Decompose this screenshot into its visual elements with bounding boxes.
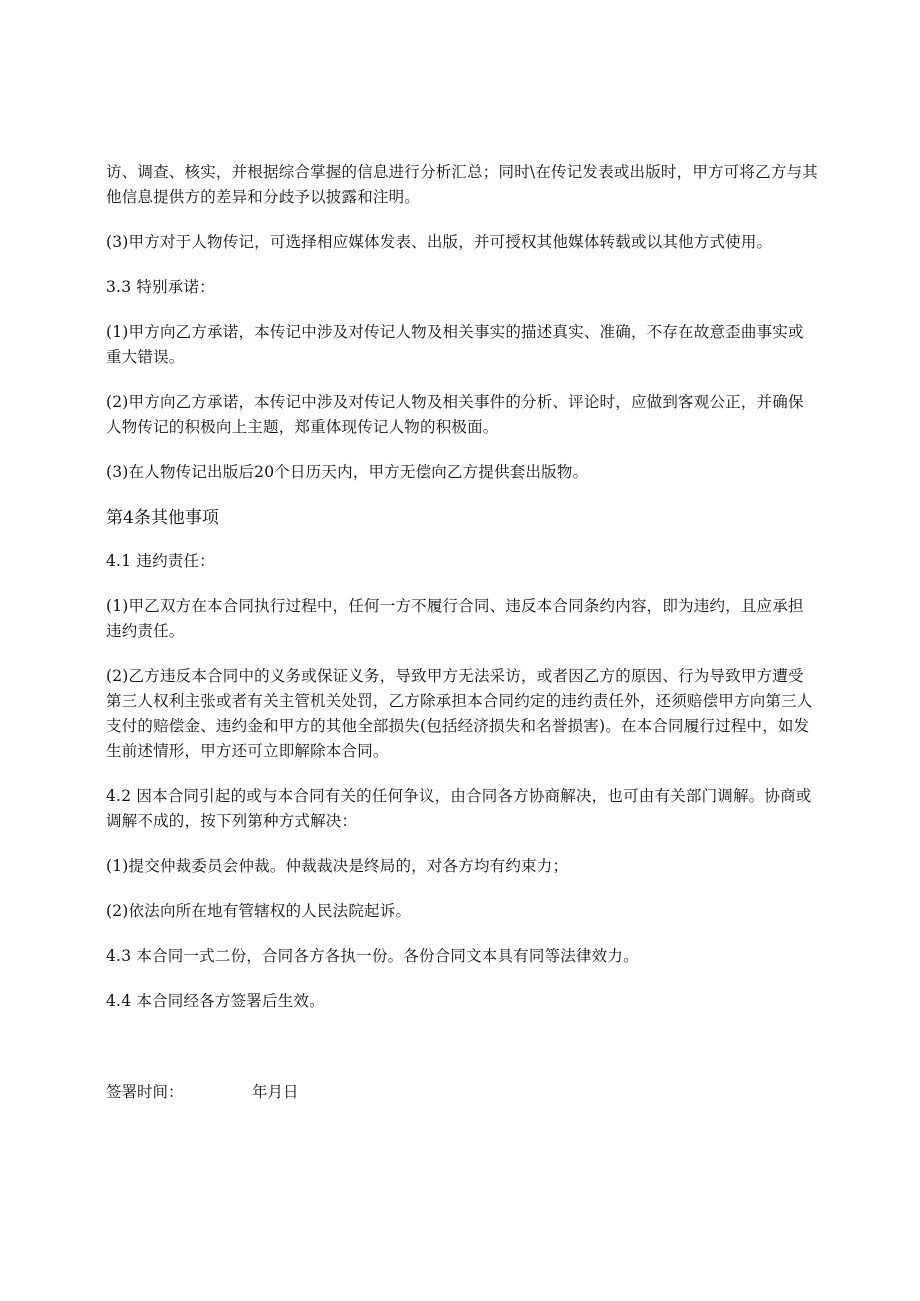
clause-4-4-effective: 4.4 本合同经各方签署后生效。	[106, 992, 325, 1010]
paragraph-free-copies: (3)在人物传记出版后20个日历天内，甲方无偿向乙方提供套出版物。	[106, 463, 589, 481]
paragraph-info-disclosure: 访、调查、核实，并根据综合掌握的信息进行分析汇总；同时\在传记发表或出版时，甲方可将乙方与其他信息提供方的差异和分歧予以披露和注明。	[106, 163, 818, 206]
signature-time-label: 签署时间：	[106, 1083, 184, 1101]
clause-3-3-heading: 3.3 特别承诺：	[106, 278, 215, 296]
clause-4-2-disputes: 4.2 因本合同引起的或与本合同有关的任何争议，由合同各方协商解决，也可由有关部门调解。协商或调解不成的，按下列第种方式解决：	[106, 787, 812, 830]
clause-4-1-heading: 4.1 违约责任：	[106, 552, 215, 570]
signature-line	[106, 1080, 299, 1105]
signature-date: 年月日	[252, 1083, 299, 1101]
paragraph-breach-definition: (1)甲乙双方在本合同执行过程中，任何一方不履行合同、违反本合同条约内容，即为违约，且应承担违约责任。	[106, 597, 804, 640]
paragraph-media-publishing: (3)甲方对于人物传记，可选择相应媒体发表、出版，并可授权其他媒体转载或以其他方式使用。	[106, 233, 773, 251]
clause-4-3-copies: 4.3 本合同一式二份，合同各方各执一份。各份合同文本具有同等法律效力。	[106, 947, 639, 965]
paragraph-breach-compensation: (2)乙方违反本合同中的义务或保证义务，导致甲方无法采访，或者因乙方的原因、行为导致甲方遭受第三人权利主张或者有关主管机关处罚，乙方除承担本合同约定的违约责任外，还须赔偿甲方向第三人支付的赔偿金、违约金和甲方的其他全部损失(包括经济损失和名誉损害)。在本合同履行过程中，如发生前述情形，甲方还可立即解除本合同。	[106, 667, 813, 760]
document-page	[106, 160, 818, 1034]
section-4-heading: 第4条其他事项	[106, 508, 219, 528]
paragraph-arbitration: (1)提交仲裁委员会仲裁。仲裁裁决是终局的，对各方均有约束力；	[106, 857, 569, 875]
paragraph-litigation: (2)依法向所在地有管辖权的人民法院起诉。	[106, 902, 412, 920]
paragraph-promise-truth: (1)甲方向乙方承诺，本传记中涉及对传记人物及相关事实的描述真实、准确，不存在故意歪曲事实或重大错误。	[106, 323, 804, 366]
paragraph-promise-objective: (2)甲方向乙方承诺，本传记中涉及对传记人物及相关事件的分析、评论时，应做到客观公正，并确保人物传记的积极向上主题，郑重体现传记人物的积极面。	[106, 393, 804, 436]
